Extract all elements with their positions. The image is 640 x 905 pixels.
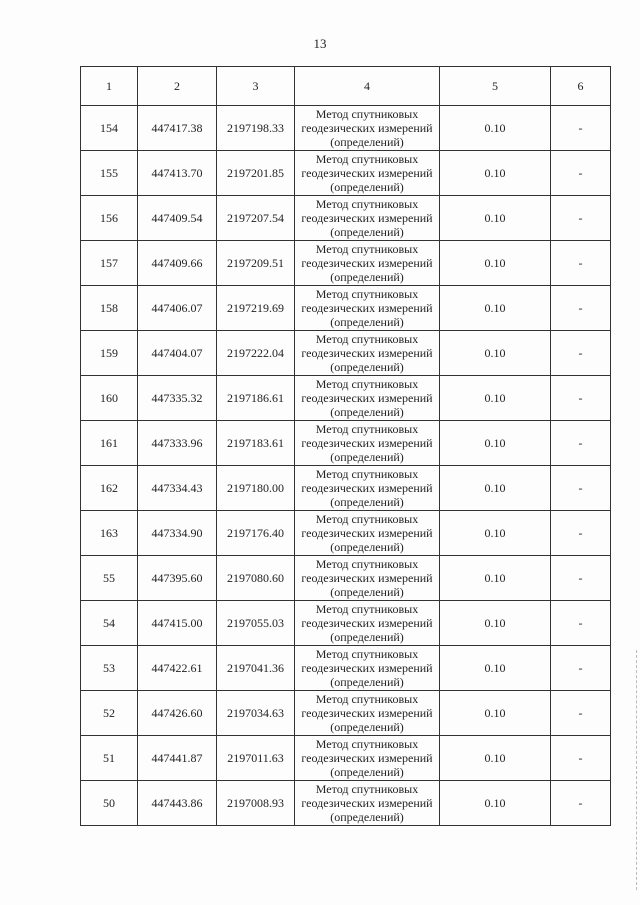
column-header: 6 — [551, 67, 611, 106]
x-coordinate-cell: 447426.60 — [138, 691, 217, 736]
table-row — [81, 601, 611, 646]
table-row — [81, 376, 611, 421]
note-cell: - — [551, 286, 611, 331]
note-cell: - — [551, 511, 611, 556]
method-cell: Метод спутниковых геодезических измерений (определений) — [295, 601, 440, 646]
point-number-cell: 52 — [81, 691, 138, 736]
note-cell: - — [551, 646, 611, 691]
point-number-cell: 159 — [81, 331, 138, 376]
y-coordinate-cell: 2197183.61 — [217, 421, 295, 466]
y-coordinate-cell: 2197080.60 — [217, 556, 295, 601]
y-coordinate-cell: 2197008.93 — [217, 781, 295, 826]
note-cell: - — [551, 376, 611, 421]
table-row — [81, 781, 611, 826]
accuracy-cell: 0.10 — [440, 286, 551, 331]
x-coordinate-cell: 447409.54 — [138, 196, 217, 241]
accuracy-cell: 0.10 — [440, 421, 551, 466]
accuracy-cell: 0.10 — [440, 736, 551, 781]
y-coordinate-cell: 2197207.54 — [217, 196, 295, 241]
table-row — [81, 736, 611, 781]
note-cell: - — [551, 421, 611, 466]
point-number-cell: 50 — [81, 781, 138, 826]
y-coordinate-cell: 2197180.00 — [217, 466, 295, 511]
note-cell: - — [551, 556, 611, 601]
table-row — [81, 331, 611, 376]
method-cell: Метод спутниковых геодезических измерений (определений) — [295, 691, 440, 736]
point-number-cell: 53 — [81, 646, 138, 691]
x-coordinate-cell: 447334.43 — [138, 466, 217, 511]
method-cell: Метод спутниковых геодезических измерений (определений) — [295, 376, 440, 421]
accuracy-cell: 0.10 — [440, 691, 551, 736]
note-cell: - — [551, 466, 611, 511]
x-coordinate-cell: 447443.86 — [138, 781, 217, 826]
accuracy-cell: 0.10 — [440, 646, 551, 691]
table-row — [81, 646, 611, 691]
accuracy-cell: 0.10 — [440, 106, 551, 151]
point-number-cell: 51 — [81, 736, 138, 781]
accuracy-cell: 0.10 — [440, 196, 551, 241]
table-row — [81, 556, 611, 601]
accuracy-cell: 0.10 — [440, 511, 551, 556]
note-cell: - — [551, 736, 611, 781]
x-coordinate-cell: 447422.61 — [138, 646, 217, 691]
x-coordinate-cell: 447441.87 — [138, 736, 217, 781]
point-number-cell: 55 — [81, 556, 138, 601]
column-header: 3 — [217, 67, 295, 106]
point-number-cell: 154 — [81, 106, 138, 151]
table-row — [81, 421, 611, 466]
note-cell: - — [551, 691, 611, 736]
accuracy-cell: 0.10 — [440, 781, 551, 826]
method-cell: Метод спутниковых геодезических измерений (определений) — [295, 151, 440, 196]
point-number-cell: 162 — [81, 466, 138, 511]
method-cell: Метод спутниковых геодезических измерений (определений) — [295, 781, 440, 826]
method-cell: Метод спутниковых геодезических измерений (определений) — [295, 241, 440, 286]
column-header: 1 — [81, 67, 138, 106]
column-header: 5 — [440, 67, 551, 106]
y-coordinate-cell: 2197055.03 — [217, 601, 295, 646]
table-row — [81, 241, 611, 286]
page-number: 13 — [313, 36, 327, 51]
x-coordinate-cell: 447395.60 — [138, 556, 217, 601]
note-cell: - — [551, 106, 611, 151]
table-header-row — [81, 67, 611, 106]
table-row — [81, 691, 611, 736]
y-coordinate-cell: 2197198.33 — [217, 106, 295, 151]
table-row — [81, 511, 611, 556]
y-coordinate-cell: 2197209.51 — [217, 241, 295, 286]
note-cell: - — [551, 241, 611, 286]
accuracy-cell: 0.10 — [440, 151, 551, 196]
point-number-cell: 158 — [81, 286, 138, 331]
point-number-cell: 157 — [81, 241, 138, 286]
y-coordinate-cell: 2197186.61 — [217, 376, 295, 421]
point-number-cell: 161 — [81, 421, 138, 466]
x-coordinate-cell: 447417.38 — [138, 106, 217, 151]
x-coordinate-cell: 447333.96 — [138, 421, 217, 466]
y-coordinate-cell: 2197034.63 — [217, 691, 295, 736]
x-coordinate-cell: 447406.07 — [138, 286, 217, 331]
method-cell: Метод спутниковых геодезических измерений (определений) — [295, 106, 440, 151]
accuracy-cell: 0.10 — [440, 376, 551, 421]
x-coordinate-cell: 447334.90 — [138, 511, 217, 556]
x-coordinate-cell: 447409.66 — [138, 241, 217, 286]
x-coordinate-cell: 447413.70 — [138, 151, 217, 196]
table-row — [81, 151, 611, 196]
y-coordinate-cell: 2197011.63 — [217, 736, 295, 781]
x-coordinate-cell: 447404.07 — [138, 331, 217, 376]
point-number-cell: 54 — [81, 601, 138, 646]
method-cell: Метод спутниковых геодезических измерений (определений) — [295, 286, 440, 331]
y-coordinate-cell: 2197222.04 — [217, 331, 295, 376]
note-cell: - — [551, 196, 611, 241]
method-cell: Метод спутниковых геодезических измерений (определений) — [295, 196, 440, 241]
method-cell: Метод спутниковых геодезических измерений (определений) — [295, 511, 440, 556]
coordinates-table — [80, 66, 611, 826]
y-coordinate-cell: 2197201.85 — [217, 151, 295, 196]
table-row — [81, 106, 611, 151]
y-coordinate-cell: 2197219.69 — [217, 286, 295, 331]
table-row — [81, 466, 611, 511]
note-cell: - — [551, 601, 611, 646]
table-row — [81, 196, 611, 241]
accuracy-cell: 0.10 — [440, 331, 551, 376]
note-cell: - — [551, 331, 611, 376]
y-coordinate-cell: 2197041.36 — [217, 646, 295, 691]
method-cell: Метод спутниковых геодезических измерений (определений) — [295, 556, 440, 601]
column-header: 2 — [138, 67, 217, 106]
note-cell: - — [551, 781, 611, 826]
accuracy-cell: 0.10 — [440, 466, 551, 511]
method-cell: Метод спутниковых геодезических измерений (определений) — [295, 736, 440, 781]
x-coordinate-cell: 447335.32 — [138, 376, 217, 421]
table-row — [81, 286, 611, 331]
method-cell: Метод спутниковых геодезических измерений (определений) — [295, 331, 440, 376]
point-number-cell: 160 — [81, 376, 138, 421]
method-cell: Метод спутниковых геодезических измерений (определений) — [295, 466, 440, 511]
column-header: 4 — [295, 67, 440, 106]
point-number-cell: 156 — [81, 196, 138, 241]
point-number-cell: 163 — [81, 511, 138, 556]
method-cell: Метод спутниковых геодезических измерений (определений) — [295, 646, 440, 691]
point-number-cell: 155 — [81, 151, 138, 196]
accuracy-cell: 0.10 — [440, 556, 551, 601]
scan-edge-mark — [635, 650, 637, 890]
accuracy-cell: 0.10 — [440, 601, 551, 646]
x-coordinate-cell: 447415.00 — [138, 601, 217, 646]
note-cell: - — [551, 151, 611, 196]
method-cell: Метод спутниковых геодезических измерений (определений) — [295, 421, 440, 466]
accuracy-cell: 0.10 — [440, 241, 551, 286]
y-coordinate-cell: 2197176.40 — [217, 511, 295, 556]
